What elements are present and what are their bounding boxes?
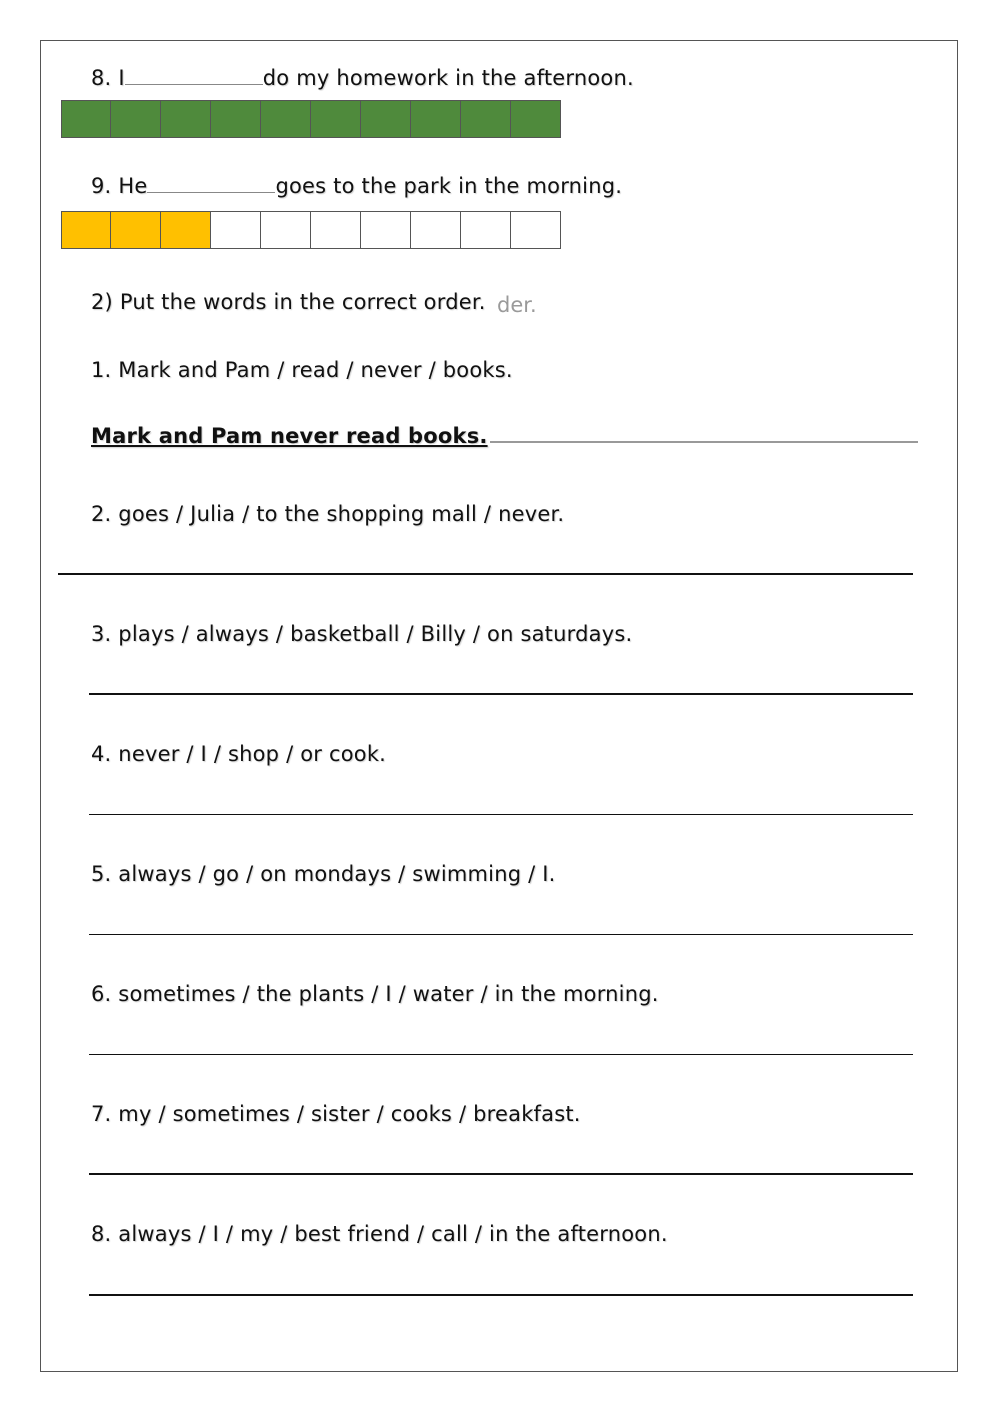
- answer-line-7[interactable]: [89, 1173, 913, 1175]
- question-9-blank[interactable]: [147, 192, 275, 193]
- frequency-cell: [361, 100, 411, 138]
- frequency-cell: [161, 100, 211, 138]
- order-item-8: 8. always / I / my / best friend / call / in the afternoon.: [91, 1222, 668, 1246]
- order-item-1: 1. Mark and Pam / read / never / books.: [91, 358, 513, 382]
- answer-line-3[interactable]: [89, 693, 913, 695]
- frequency-cell: [311, 211, 361, 249]
- question-9-after: goes to the park in the morning.: [275, 174, 623, 198]
- example-answer-row: [91, 424, 918, 448]
- answer-line-8[interactable]: [89, 1294, 913, 1296]
- question-8-after: do my homework in the afternoon.: [262, 66, 634, 90]
- heading-ghost-text: der.: [497, 293, 537, 317]
- example-answer-line: [490, 441, 918, 443]
- question-8-before: I: [118, 66, 125, 90]
- answer-line-6[interactable]: [89, 1054, 913, 1055]
- question-9-number: 9.: [91, 174, 112, 198]
- frequency-cell: [261, 211, 311, 249]
- order-item-3: 3. plays / always / basketball / Billy / on saturdays.: [91, 622, 633, 646]
- frequency-cell: [261, 100, 311, 138]
- question-8-number: 8.: [91, 66, 112, 90]
- frequency-cell: [511, 211, 561, 249]
- order-item-6: 6. sometimes / the plants / I / water / in the morning.: [91, 982, 659, 1006]
- question-8-blank[interactable]: [125, 84, 263, 85]
- answer-line-2[interactable]: [58, 573, 913, 575]
- frequency-bar-q8: [61, 100, 561, 138]
- example-answer: Mark and Pam never read books.: [91, 424, 488, 448]
- frequency-cell: [411, 100, 461, 138]
- order-item-5: 5. always / go / on mondays / swimming / I.: [91, 862, 556, 886]
- frequency-cell: [211, 100, 261, 138]
- answer-line-4[interactable]: [89, 814, 913, 815]
- frequency-cell: [511, 100, 561, 138]
- question-8-sentence: [91, 66, 634, 90]
- frequency-cell: [111, 211, 161, 249]
- order-item-4: 4. never / I / shop / or cook.: [91, 742, 387, 766]
- question-9-sentence: [91, 174, 622, 198]
- frequency-cell: [411, 211, 461, 249]
- frequency-cell: [311, 100, 361, 138]
- frequency-cell: [461, 100, 511, 138]
- frequency-cell: [211, 211, 261, 249]
- frequency-cell: [61, 100, 111, 138]
- frequency-cell: [361, 211, 411, 249]
- frequency-bar-q9: [61, 211, 561, 249]
- frequency-cell: [161, 211, 211, 249]
- question-9-before: He: [118, 174, 148, 198]
- frequency-cell: [61, 211, 111, 249]
- section-2-heading: 2) Put the words in the correct order.: [91, 290, 486, 314]
- order-item-7: 7. my / sometimes / sister / cooks / breakfast.: [91, 1102, 581, 1126]
- frequency-cell: [461, 211, 511, 249]
- frequency-cell: [111, 100, 161, 138]
- answer-line-5[interactable]: [89, 934, 913, 935]
- order-item-2: 2. goes / Julia / to the shopping mall / never.: [91, 502, 565, 526]
